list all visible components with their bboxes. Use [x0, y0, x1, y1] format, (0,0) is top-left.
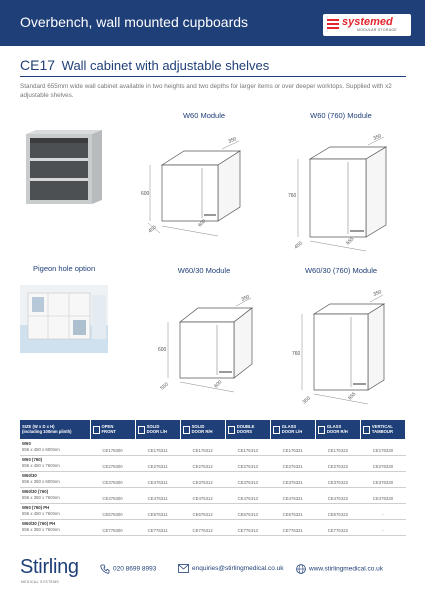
row-size: W60 (760) 655 x 450 x 760mm	[20, 455, 90, 471]
phone-number: 020 8699 8993	[113, 565, 157, 573]
dimension-depth-side: 350	[301, 395, 312, 406]
column-header-size: SIZE (W x D x H) (including 100mm plinth)	[20, 420, 90, 439]
row-size: W60/30 655 x 350 x 600mm	[20, 471, 90, 487]
product-code-cell: CE776322	[315, 519, 360, 535]
table-row	[20, 455, 406, 471]
phone-contact[interactable]	[100, 564, 156, 574]
dimension-depth-top: 350	[372, 289, 383, 298]
dimension-height: 760	[292, 351, 301, 357]
dimension-depth-side: 450	[293, 240, 304, 251]
product-code-cell: CE176322	[315, 439, 360, 455]
column-header-double-doors: DOUBLE DOORS	[225, 420, 270, 439]
product-code-cell: CE176313	[225, 439, 270, 455]
glass-door-right-icon	[318, 426, 325, 434]
product-code-cell: CE376312	[180, 471, 225, 487]
product-code-cell: CE376311	[135, 471, 180, 487]
product-code-cell: CE376300	[90, 471, 135, 487]
module-drawing-w60	[140, 123, 260, 238]
product-code-cell: CE676321	[270, 503, 315, 519]
product-code-cell: CE176311	[135, 439, 180, 455]
product-code-cell: CE776321	[270, 519, 315, 535]
table-row	[20, 503, 406, 519]
product-code-cell: CE776313	[225, 519, 270, 535]
dimension-width: 600	[197, 218, 208, 229]
table-row	[20, 439, 406, 455]
product-code-cell: CE776312	[180, 519, 225, 535]
module-label-w60-760: W60 (760) Module	[310, 111, 372, 120]
phone-icon	[100, 564, 110, 574]
dimension-height: 600	[141, 191, 150, 197]
product-code-cell: CE476330	[360, 487, 405, 503]
title-divider	[20, 76, 406, 77]
email-contact[interactable]	[178, 564, 284, 573]
product-code-cell: CE176312	[180, 439, 225, 455]
product-code-cell: CE276313	[225, 455, 270, 471]
product-code-cell: CE676312	[180, 503, 225, 519]
product-code-cell: CE276311	[135, 455, 180, 471]
module-drawing-w60-30-760	[270, 278, 395, 406]
website-url: www.stirlingmedical.co.uk	[309, 565, 384, 573]
pigeon-hole-photo	[20, 285, 108, 353]
table-row	[20, 471, 406, 487]
product-codes-table	[20, 420, 406, 536]
product-code-cell: CE676311	[135, 503, 180, 519]
dimension-width: 655	[347, 391, 358, 402]
product-code-cell: CE676300	[90, 503, 135, 519]
dimension-depth-top: 350	[240, 294, 251, 303]
column-header-glass-lh: GLASS DOOR L/H	[270, 420, 315, 439]
logo-name: systemed	[342, 16, 393, 28]
product-code-cell: CE476322	[315, 487, 360, 503]
product-code-cell: CE276330	[360, 455, 405, 471]
product-code-cell: CE476311	[135, 487, 180, 503]
website-contact[interactable]	[296, 564, 383, 574]
row-size: W60/30 (760) PH 655 x 350 x 760mm	[20, 519, 90, 535]
module-drawing-w60-30	[140, 278, 260, 398]
header-title: Overbench, wall mounted cupboards	[20, 14, 249, 30]
product-code-cell: CE376330	[360, 471, 405, 487]
product-code-cell: CE276300	[90, 455, 135, 471]
dimension-depth-side: 550	[159, 381, 170, 392]
page-header	[0, 0, 425, 46]
product-code-cell: CE376322	[315, 471, 360, 487]
table-row	[20, 519, 406, 535]
product-code-cell: CE176321	[270, 439, 315, 455]
product-code-cell: -	[360, 503, 405, 519]
globe-icon	[296, 564, 306, 574]
dimension-height: 760	[288, 193, 297, 199]
product-name: Wall cabinet with adjustable shelves	[61, 58, 270, 73]
module-label-w60-30: W60/30 Module	[177, 266, 231, 275]
module-label-w60: W60 Module	[182, 111, 226, 120]
row-size: W60 (760) PH 655 x 450 x 760mm	[20, 503, 90, 519]
product-code-cell: -	[360, 519, 405, 535]
double-doors-icon	[228, 426, 235, 434]
product-code-cell: CE476312	[180, 487, 225, 503]
product-code-cell: CE676313	[225, 503, 270, 519]
product-code-cell: CE776311	[135, 519, 180, 535]
systemed-logo	[323, 14, 411, 36]
column-header-open-front: OPEN FRONT	[90, 420, 135, 439]
module-drawing-w60-760	[270, 123, 395, 253]
solid-door-left-icon	[138, 426, 145, 434]
dimension-depth-top: 350	[372, 133, 383, 142]
column-header-glass-rh: GLASS DOOR R/H	[315, 420, 360, 439]
product-code-cell: CE276312	[180, 455, 225, 471]
table-header-row	[20, 420, 406, 439]
column-header-solid-lh: SOLID DOOR L/H	[135, 420, 180, 439]
email-address: enquiries@stirlingmedical.co.uk	[192, 565, 284, 573]
solid-door-right-icon	[183, 426, 190, 434]
product-code: CE17	[20, 57, 56, 73]
open-front-icon	[93, 426, 100, 434]
column-header-tambour: VERTICAL TAMBOUR	[360, 420, 405, 439]
product-code-cell: CE776300	[90, 519, 135, 535]
dimension-width: 655	[345, 236, 356, 247]
product-code-cell: CE476313	[225, 487, 270, 503]
product-code-cell: CE676322	[315, 503, 360, 519]
vertical-tambour-icon	[363, 426, 370, 434]
dimension-height: 600	[158, 347, 167, 353]
cabinet-photo	[20, 128, 108, 208]
column-header-solid-rh: SOLID DOOR R/H	[180, 420, 225, 439]
product-code-cell: CE476321	[270, 487, 315, 503]
table-row	[20, 487, 406, 503]
product-code-cell: CE476300	[90, 487, 135, 503]
stirling-logo-subtitle: MEDICAL SYSTEMS	[21, 580, 60, 584]
product-code-cell: CE176330	[360, 439, 405, 455]
page-footer	[0, 550, 425, 600]
product-title	[20, 57, 269, 73]
dimension-depth-side: 450	[147, 224, 158, 235]
logo-subtitle: MODULAR STORAGE	[357, 28, 398, 32]
product-intro: Standard 655mm wide wall cabinet available in two heights and two depths for larger items or over deeper worktops. Supplied with x2 adjustable shelves.	[20, 83, 392, 99]
module-label-w60-30-760: W60/30 (760) Module	[304, 266, 378, 275]
product-code-cell: CE276322	[315, 455, 360, 471]
row-size: W60 655 x 450 x 600mm	[20, 439, 90, 455]
glass-door-left-icon	[273, 426, 280, 434]
dimension-width: 600	[213, 379, 224, 390]
product-code-cell: CE276321	[270, 455, 315, 471]
product-code-cell: CE376313	[225, 471, 270, 487]
product-code-cell: CE376321	[270, 471, 315, 487]
product-code-cell: CE176300	[90, 439, 135, 455]
logo-stripes-icon	[327, 19, 339, 29]
dimension-depth-top: 350	[227, 136, 238, 145]
row-size: W60/30 (760) 655 x 350 x 760mm	[20, 487, 90, 503]
stirling-logo: Stirling	[20, 556, 79, 578]
pigeon-hole-label: Pigeon hole option	[33, 264, 96, 273]
envelope-icon	[178, 564, 189, 573]
